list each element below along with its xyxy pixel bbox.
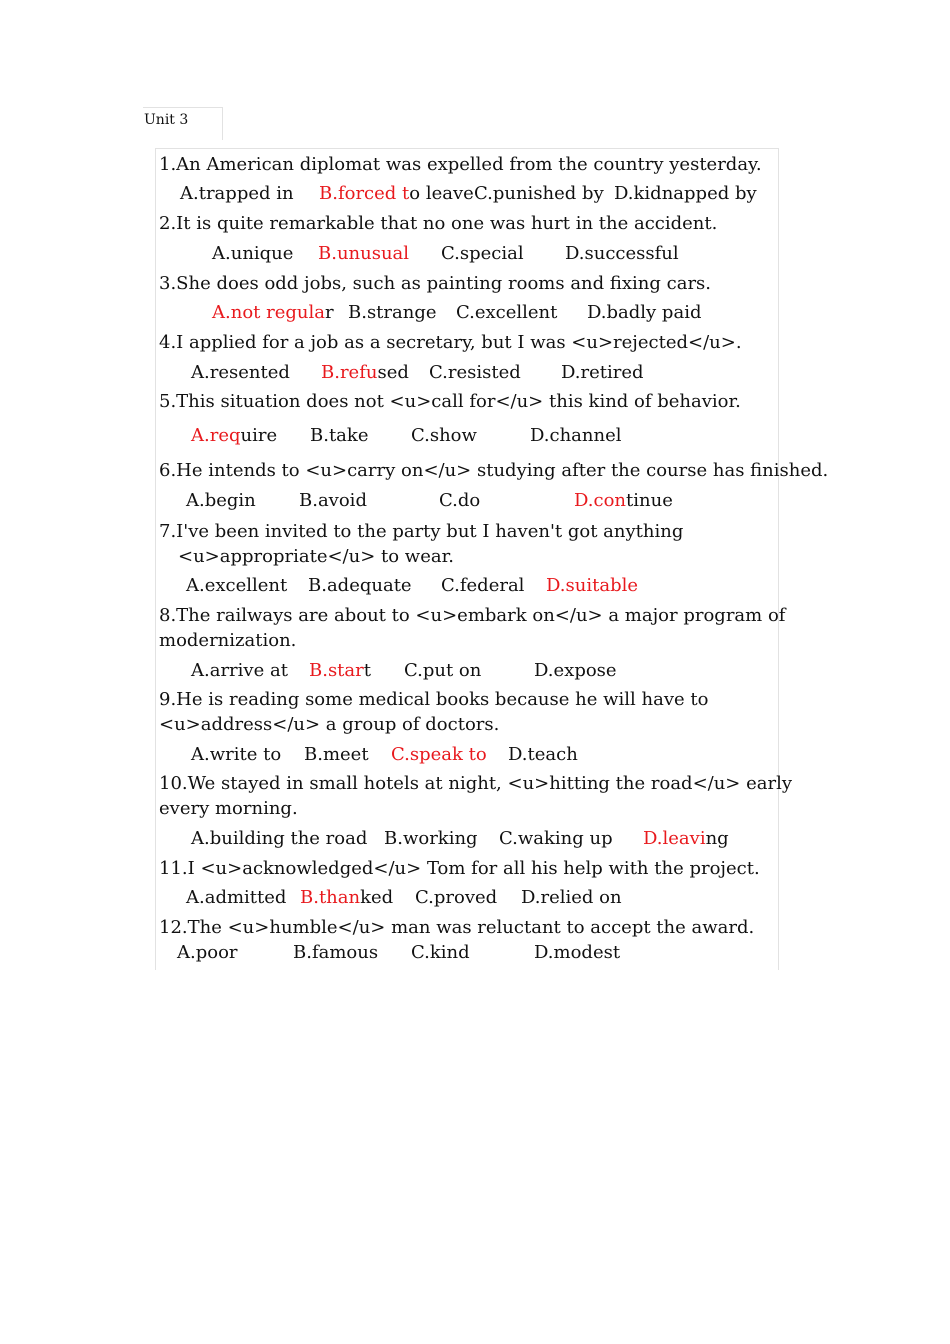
q9-option-d: D.teach <box>508 744 578 765</box>
q9-option-b: B.meet <box>304 744 369 765</box>
q1-option-c: C.punished by <box>474 183 604 204</box>
q10-option-d: D.leaving <box>643 828 729 849</box>
question-9-text-line-2: <u>address</u> a group of doctors. <box>159 714 500 735</box>
question-11-text: 11.I <u>acknowledged</u> Tom for all his help with the project. <box>159 858 760 879</box>
q4-option-c: C.resisted <box>429 362 521 383</box>
q11-option-b: B.thanked <box>300 887 394 908</box>
question-12-text: 12.The <u>humble</u> man was reluctant to accept the award. <box>159 917 755 938</box>
exercise-sheet <box>155 148 829 970</box>
question-10-text-line-1: 10.We stayed in small hotels at night, <u>hitting the road</u> early <box>159 773 793 794</box>
q1-option-a: A.trapped in <box>180 183 294 204</box>
q2-option-b: B.unusual <box>318 243 410 264</box>
q7-option-c: C.federal <box>441 575 525 596</box>
question-8-text-line-2: modernization. <box>159 630 297 651</box>
question-7-text-line-1: 7.I've been invited to the party but I haven't got anything <box>159 521 684 542</box>
q5-option-d: D.channel <box>530 425 622 446</box>
q6-option-a: A.begin <box>186 490 256 511</box>
q12-option-a: A.poor <box>177 942 238 963</box>
q3-option-c: C.excellent <box>456 302 558 323</box>
q1-option-d: D.kidnapped by <box>614 183 757 204</box>
q7-option-b: B.adequate <box>308 575 412 596</box>
q8-option-a: A.arrive at <box>191 660 288 681</box>
q7-option-d: D.suitable <box>546 575 638 596</box>
q10-option-c: C.waking up <box>499 828 613 849</box>
q4-option-b: B.refused <box>321 362 409 383</box>
q11-option-a: A.admitted <box>186 887 287 908</box>
q10-option-b: B.working <box>384 828 478 849</box>
question-2-text: 2.It is quite remarkable that no one was hurt in the accident. <box>159 213 718 234</box>
question-1-text: 1.An American diplomat was expelled from the country yesterday. <box>159 154 762 175</box>
q6-option-b: B.avoid <box>299 490 367 511</box>
question-6-text: 6.He intends to <u>carry on</u> studying after the course has finished. <box>159 460 829 481</box>
q3-option-a: A.not regular <box>212 302 334 323</box>
q8-option-d: D.expose <box>534 660 617 681</box>
q3-option-b: B.strange <box>348 302 437 323</box>
question-9-text-line-1: 9.He is reading some medical books because he will have to <box>159 689 709 710</box>
question-4-text: 4.I applied for a job as a secretary, but I was <u>rejected</u>. <box>159 332 742 353</box>
q3-option-d: D.badly paid <box>587 302 702 323</box>
question-3-text: 3.She does odd jobs, such as painting rooms and fixing cars. <box>159 273 712 294</box>
question-10-text-line-2: every morning. <box>159 798 298 819</box>
q12-option-b: B.famous <box>293 942 379 963</box>
q7-option-a: A.excellent <box>186 575 288 596</box>
q2-option-a: A.unique <box>212 243 294 264</box>
q11-option-d: D.relied on <box>521 887 622 908</box>
q6-option-c: C.do <box>439 490 481 511</box>
q5-option-c: C.show <box>411 425 477 446</box>
q11-option-c: C.proved <box>415 887 498 908</box>
q9-option-c: C.speak to <box>391 744 487 765</box>
q5-option-b: B.take <box>310 425 369 446</box>
question-5-text: 5.This situation does not <u>call for</u> this kind of behavior. <box>159 391 741 412</box>
q12-option-c: C.kind <box>411 942 470 963</box>
q4-option-d: D.retired <box>561 362 644 383</box>
q12-option-d: D.modest <box>534 942 621 963</box>
q2-option-c: C.special <box>441 243 524 264</box>
question-8-text-line-1: 8.The railways are about to <u>embark on</u> a major program of <box>159 605 786 626</box>
unit-title: Unit 3 <box>144 112 189 128</box>
q8-option-b: B.start <box>309 660 371 681</box>
q2-option-d: D.successful <box>565 243 679 264</box>
q5-option-a: A.require <box>191 425 278 446</box>
unit-header-box <box>143 107 223 140</box>
q9-option-a: A.write to <box>191 744 282 765</box>
q1-option-b: B.forced to leave <box>319 183 474 204</box>
q4-option-a: A.resented <box>191 362 290 383</box>
q8-option-c: C.put on <box>404 660 482 681</box>
q10-option-a: A.building the road <box>191 828 368 849</box>
question-7-text-line-2: <u>appropriate</u> to wear. <box>178 546 454 567</box>
q6-option-d: D.continue <box>574 490 673 511</box>
